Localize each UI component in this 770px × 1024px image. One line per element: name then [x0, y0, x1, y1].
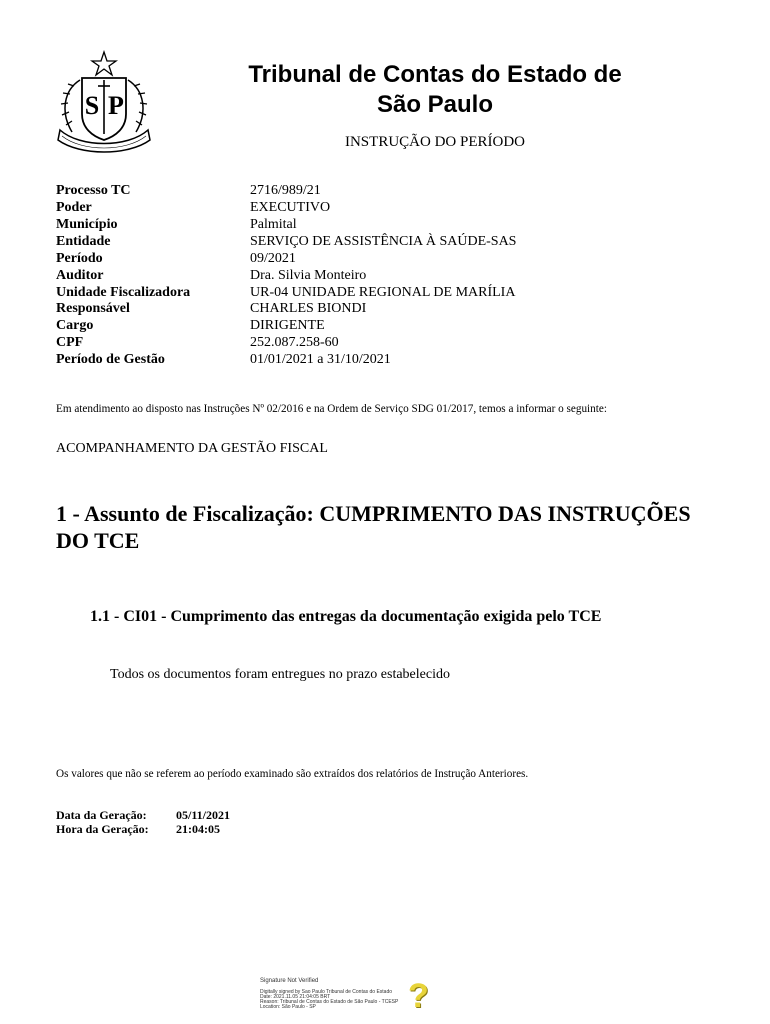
intro-paragraph: Em atendimento ao disposto nas Instruções Nº 02/2016 e na Ordem de Serviço SDG 01/2017, temos a informar o seguinte:: [56, 403, 607, 415]
svg-text:S: S: [84, 91, 100, 120]
subsection-heading: 1.1 - CI01 - Cumprimento das entregas da documentação exigida pelo TCE: [90, 608, 602, 625]
info-label: Unidade Fiscalizadora: [56, 285, 191, 300]
info-value: CHARLES BIONDI: [250, 301, 367, 316]
info-label: Cargo: [56, 318, 94, 333]
info-value: 09/2021: [250, 251, 296, 266]
signature-signer: Digitally signed by Sao Paulo Tribunal de Contas do Estado: [260, 989, 393, 995]
info-value: UR-04 UNIDADE REGIONAL DE MARÍLIA: [250, 285, 516, 300]
signature-status: Signature Not Verified: [260, 978, 319, 984]
section-label: ACOMPANHAMENTO DA GESTÃO FISCAL: [56, 441, 328, 456]
signature-location: Location: São Paulo - SP: [260, 1004, 316, 1010]
info-label: Período de Gestão: [56, 352, 165, 367]
generation-date-label: Data da Geração:: [56, 808, 147, 822]
svg-text:P: P: [108, 91, 124, 120]
info-label: Auditor: [56, 268, 104, 283]
info-value: 01/01/2021 a 31/10/2021: [250, 352, 391, 367]
info-label: Entidade: [56, 234, 111, 249]
info-value: Dra. Silvia Monteiro: [250, 268, 367, 283]
generation-date-value: 05/11/2021: [176, 808, 231, 822]
info-value: SERVIÇO DE ASSISTÊNCIA À SAÚDE-SAS: [250, 234, 517, 249]
info-value: EXECUTIVO: [250, 200, 331, 215]
question-mark-icon[interactable]: ?: [408, 977, 429, 1015]
generation-time: [56, 822, 220, 837]
info-label: Responsável: [56, 301, 130, 316]
info-label: Período: [56, 251, 103, 266]
info-value: Palmital: [250, 217, 297, 232]
info-label: Poder: [56, 200, 92, 215]
finding-text: Todos os documentos foram entregues no prazo estabelecido: [110, 667, 450, 682]
info-value: 252.087.258-60: [250, 335, 339, 350]
page-title-line-2: São Paulo: [376, 91, 494, 118]
signature-date: Date: 2021.11.05 21:04:05 BRT: [260, 994, 331, 1000]
generation-time-value: 21:04:05: [176, 822, 220, 836]
info-value: DIRIGENTE: [250, 318, 325, 333]
generation-time-label: Hora da Geração:: [56, 822, 149, 836]
footnote: Os valores que não se referem ao período examinado são extraídos dos relatórios de Instrução Anteriores.: [56, 768, 529, 780]
info-value: 2716/989/21: [250, 183, 321, 198]
section-heading: 1 - Assunto de Fiscalização: CUMPRIMENTO DAS INSTRUÇÕES DO TCE: [56, 501, 691, 553]
digital-signature-block[interactable]: [258, 978, 438, 1018]
info-label: Processo TC: [56, 183, 131, 198]
generation-date: [56, 808, 231, 823]
coat-of-arms-icon: [50, 50, 158, 160]
page-title-line-1: Tribunal de Contas do Estado de: [248, 61, 622, 88]
signature-reason: Reason: Tribunal de Contas do Estado de São Paulo - TCESP: [260, 999, 399, 1005]
info-label: Município: [56, 217, 118, 232]
report-subtitle: INSTRUÇÃO DO PERÍODO: [344, 134, 525, 150]
info-label: CPF: [56, 335, 84, 350]
